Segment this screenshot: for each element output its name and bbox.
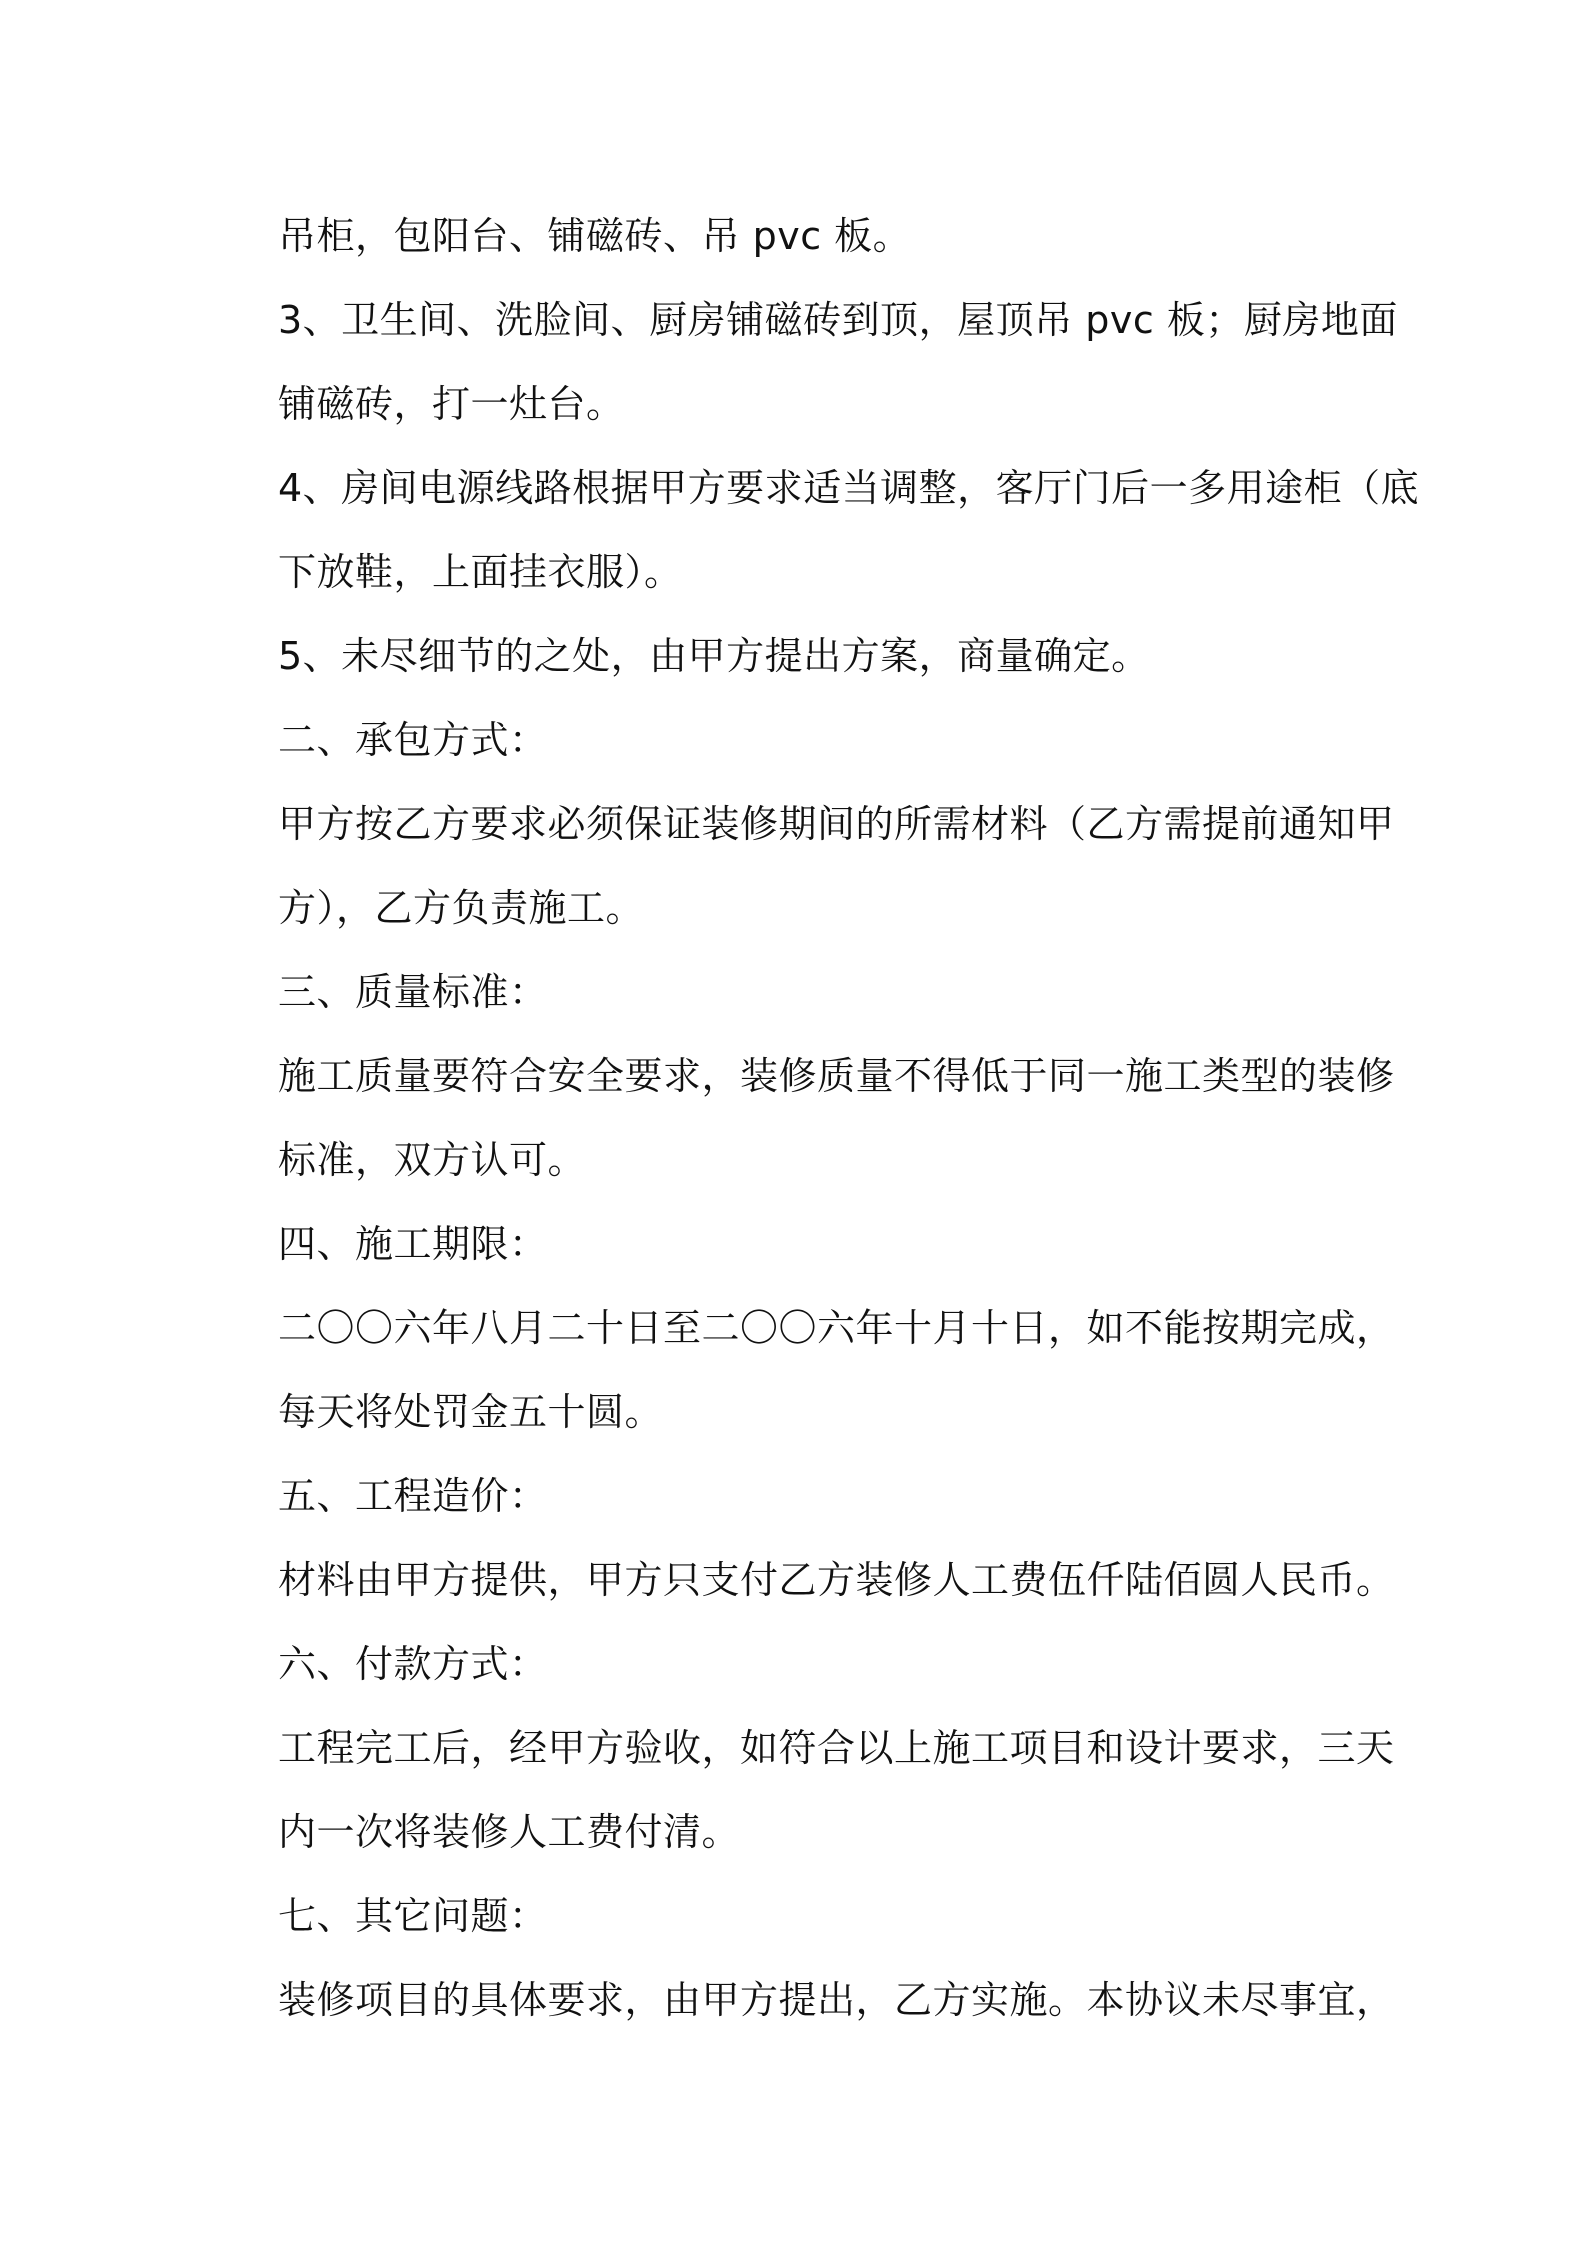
- text-line: 4、房间电源线路根据甲方要求适当调整，客厅门后一多用途柜（底: [278, 466, 1420, 510]
- text-line: 下放鞋，上面挂衣服）。: [278, 550, 683, 594]
- section-heading: 三、质量标准：: [278, 970, 548, 1014]
- section-heading: 二、承包方式：: [278, 718, 548, 762]
- section-heading: 五、工程造价：: [278, 1474, 548, 1518]
- section-heading: 六、付款方式：: [278, 1642, 548, 1686]
- text-line: 标准，双方认可。: [278, 1138, 587, 1182]
- section-heading: 四、施工期限：: [278, 1222, 548, 1266]
- document-body: [278, 194, 1420, 2042]
- text-line: 铺磁砖，打一灶台。: [278, 382, 625, 426]
- text-line: 甲方按乙方要求必须保证装修期间的所需材料（乙方需提前通知甲: [278, 802, 1395, 846]
- text-line: 工程完工后，经甲方验收，如符合以上施工项目和设计要求，三天: [278, 1726, 1395, 1770]
- text-line: 吊柜，包阳台、铺磁砖、吊 pvc 板。: [278, 214, 912, 258]
- text-line: 材料由甲方提供，甲方只支付乙方装修人工费伍仟陆佰圆人民币。: [278, 1558, 1395, 1602]
- text-line: 内一次将装修人工费付清。: [278, 1810, 741, 1854]
- text-line: 方），乙方负责施工。: [278, 886, 645, 930]
- text-line: 二〇〇六年八月二十日至二〇〇六年十月十日，如不能按期完成，: [278, 1306, 1395, 1350]
- text-line: 每天将处罚金五十圆。: [278, 1390, 664, 1434]
- text-line: 装修项目的具体要求，由甲方提出，乙方实施。本协议未尽事宜，: [278, 1978, 1395, 2022]
- text-line: 施工质量要符合安全要求，装修质量不得低于同一施工类型的装修: [278, 1054, 1395, 1098]
- text-line: 5、未尽细节的之处，由甲方提出方案，商量确定。: [278, 634, 1150, 678]
- text-line: 3、卫生间、洗脸间、厨房铺磁砖到顶，屋顶吊 pvc 板；厨房地面: [278, 298, 1398, 342]
- section-heading: 七、其它问题：: [278, 1894, 548, 1938]
